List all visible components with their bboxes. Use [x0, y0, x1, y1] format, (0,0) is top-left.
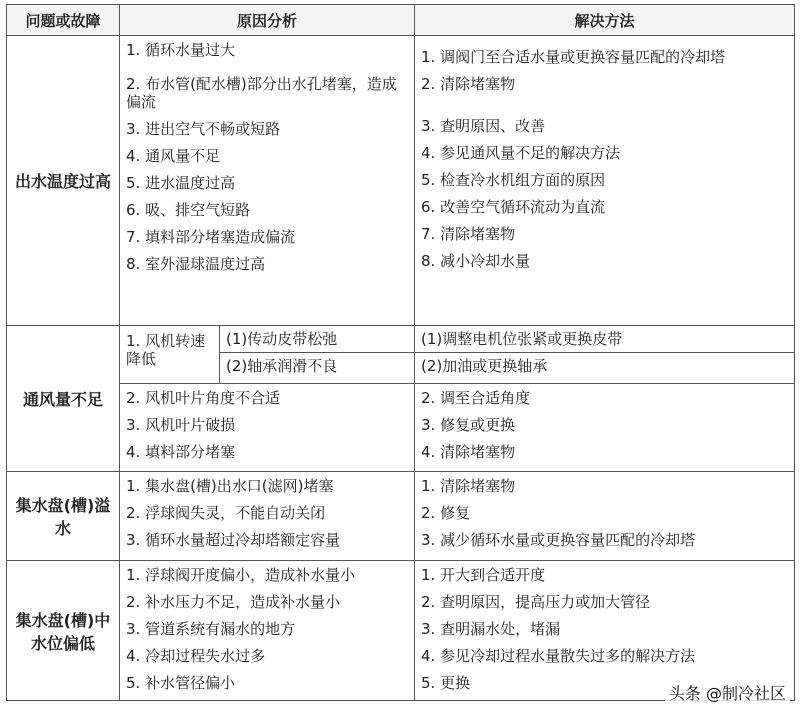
cause-item: 6. 吸、排空气短路 [126, 201, 251, 219]
cause-item: 3. 进出空气不畅或短路 [126, 120, 281, 138]
cause-item: 5. 进水温度过高 [126, 174, 236, 192]
solution-item: 1. 开大到合适开度 [421, 566, 546, 584]
category-cell: 集水盘(槽)中水位偏低 [7, 561, 120, 701]
cause-cell [120, 36, 415, 326]
cause-item: 8. 室外湿球温度过高 [126, 255, 266, 273]
header-problem: 问题或故障 [7, 5, 120, 36]
category-cell: 集水盘(槽)溢水 [7, 472, 120, 561]
solution-item: 5. 更换 [421, 674, 471, 692]
cause-item: 4. 通风量不足 [126, 147, 221, 165]
cause-item: 1. 集水盘(槽)出水口(滤网)堵塞 [126, 477, 334, 495]
fan-solution-cell [415, 326, 795, 384]
fan-cause-cell [120, 326, 220, 384]
category-cell: 出水温度过高 [7, 36, 120, 326]
cause-item: 2. 浮球阀失灵，不能自动关闭 [126, 504, 326, 522]
solution-item: 3. 查明漏水处，堵漏 [421, 620, 561, 638]
cause-item: 7. 填料部分堵塞造成偏流 [126, 228, 296, 246]
cause-item: 1. 浮球阀开度偏小，造成补水量小 [126, 566, 356, 584]
cause-item: 3. 风机叶片破损 [126, 416, 236, 434]
cause-item: 2. 风机叶片角度不合适 [126, 389, 281, 407]
watermark: 头条 @制冷社区 [665, 679, 790, 706]
solution-item: 3. 修复或更换 [421, 416, 516, 434]
solution-item: 2. 查明原因，提高压力或加大管径 [421, 593, 651, 611]
cause-item: 1. 风机转速降低 [126, 332, 206, 368]
solution-item: 2. 修复 [421, 504, 471, 522]
table-row [7, 472, 795, 561]
solution-item: 6. 改善空气循环流动为直流 [421, 198, 606, 216]
solution-cell [415, 36, 795, 326]
header-row [7, 5, 795, 36]
cause-item: 2. 布水管(配水槽)部分出水孔堵塞，造成偏流 [126, 75, 397, 111]
cause-item: 1. 循环水量过大 [126, 41, 236, 59]
solution-item: 7. 清除堵塞物 [421, 225, 516, 243]
cause-item: 5. 补水管径偏小 [126, 674, 236, 692]
header-cause: 原因分析 [120, 5, 415, 36]
cause-cell [120, 384, 415, 472]
table-row [7, 326, 795, 384]
category-cell: 通风量不足 [7, 326, 120, 472]
solution-item: 3. 查明原因、改善 [421, 117, 546, 135]
cause-item: 4. 填料部分堵塞 [126, 443, 236, 461]
solution-item: 1. 调阀门至合适水量或更换容量匹配的冷却塔 [421, 48, 726, 66]
solution-item: 4. 清除堵塞物 [421, 443, 516, 461]
solution-item: (1)调整电机位张紧或更换皮带 [415, 326, 794, 353]
solution-item: 2. 清除堵塞物 [421, 75, 516, 93]
table-row [7, 384, 795, 472]
cause-item: 3. 循环水量超过冷却塔额定容量 [126, 531, 341, 549]
fan-subcause-cell [220, 326, 415, 384]
solution-item: 4. 参见通风量不足的解决方法 [421, 144, 621, 162]
solution-cell [415, 472, 795, 561]
solution-item: 4. 参见冷却过程水量散失过多的解决方法 [421, 647, 696, 665]
solution-item: 3. 减少循环水量或更换容量匹配的冷却塔 [421, 531, 696, 549]
header-solution: 解决方法 [415, 5, 795, 36]
troubleshooting-table [6, 4, 795, 701]
cause-item: 3. 管道系统有漏水的地方 [126, 620, 296, 638]
solution-item: 8. 减小冷却水量 [421, 252, 531, 270]
cause-item: 4. 冷却过程失水过多 [126, 647, 266, 665]
table-row [7, 36, 795, 326]
solution-cell [415, 384, 795, 472]
cause-item: 2. 补水压力不足，造成补水量小 [126, 593, 341, 611]
cause-cell [120, 561, 415, 701]
solution-item: (2)加油或更换轴承 [421, 357, 548, 375]
solution-item: 1. 清除堵塞物 [421, 477, 516, 495]
subcause-item: (2)轴承润滑不良 [226, 357, 338, 375]
cause-cell [120, 472, 415, 561]
solution-item: 5. 检查冷水机组方面的原因 [421, 171, 606, 189]
solution-item: 2. 调至合适角度 [421, 389, 531, 407]
subcause-item: (1)传动皮带松弛 [220, 326, 414, 353]
